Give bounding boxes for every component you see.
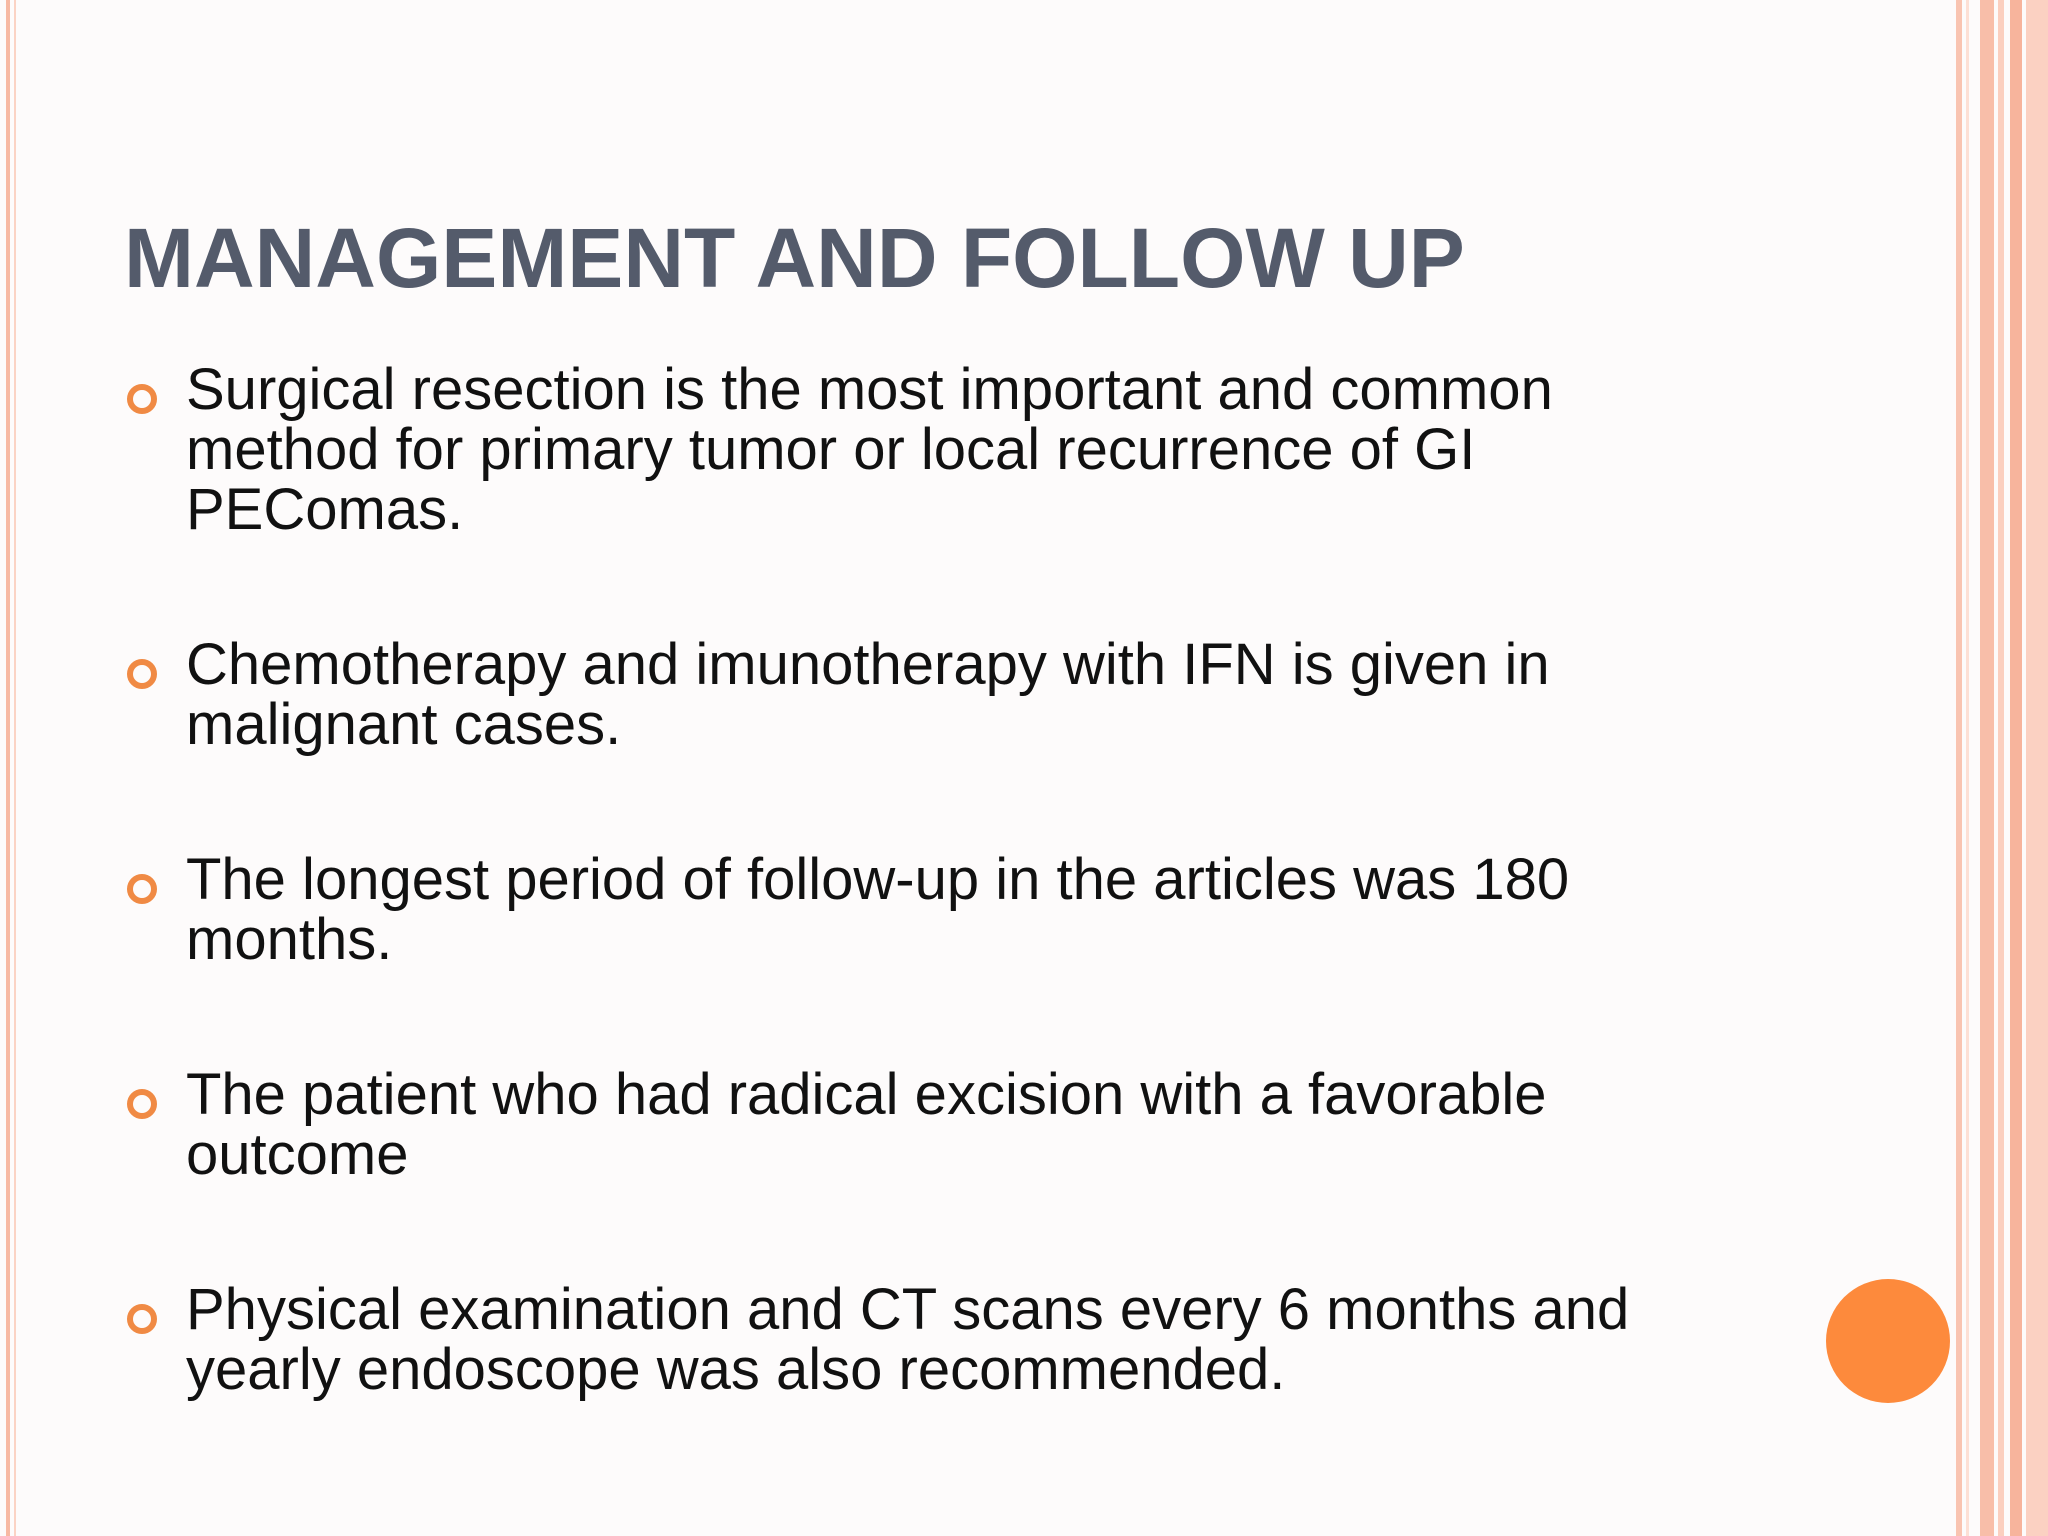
hollow-circle-bullet-icon — [127, 1304, 157, 1334]
hollow-circle-bullet-icon — [127, 874, 157, 904]
hollow-circle-bullet-icon — [127, 659, 157, 689]
bullet-text: Surgical resection is the most important and common method for primary tumor or local recurrence of GI PEComas. — [186, 357, 1553, 542]
hollow-circle-bullet-icon — [127, 384, 157, 414]
right-border-stripe — [1956, 0, 1962, 1536]
bullet-text: Physical examination and CT scans every 6 months and yearly endoscope was also recommended. — [186, 1277, 1630, 1402]
left-border-line-inner — [14, 0, 16, 1536]
slide-title: MANAGEMENT AND FOLLOW UP — [124, 211, 1465, 305]
hollow-circle-bullet-icon — [127, 1089, 157, 1119]
right-border-stripe — [2026, 0, 2048, 1536]
right-border-stripe — [2010, 0, 2022, 1536]
left-border-line — [6, 0, 10, 1536]
bullet-text: Chemotherapy and imunotherapy with IFN is given in malignant cases. — [186, 632, 1550, 757]
orange-circle-decoration — [1826, 1279, 1950, 1403]
right-border-stripe — [1980, 0, 1994, 1536]
bullet-text: The patient who had radical excision with a favorable outcome — [186, 1062, 1547, 1187]
bullet-text: The longest period of follow-up in the articles was 180 months. — [186, 847, 1570, 972]
right-border-stripe — [1998, 0, 2004, 1536]
right-border-stripe — [1966, 0, 1969, 1536]
